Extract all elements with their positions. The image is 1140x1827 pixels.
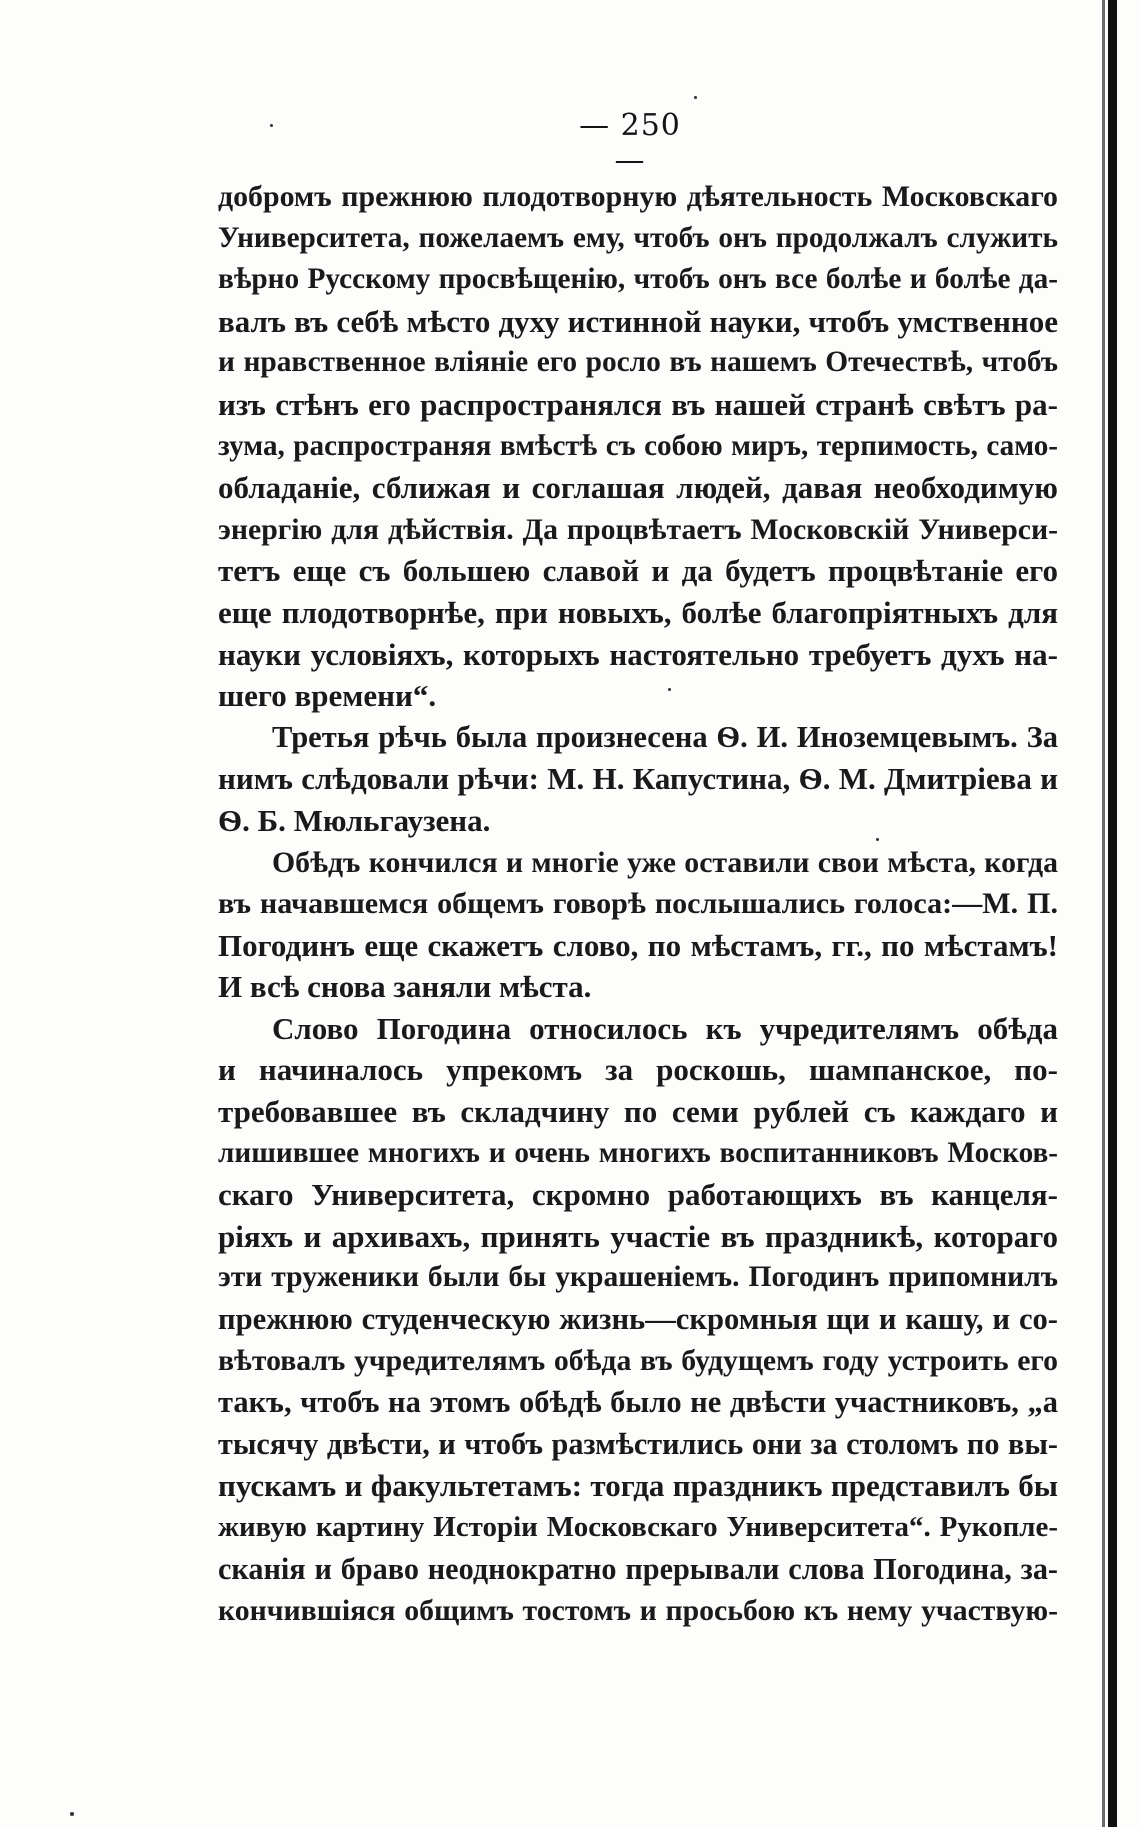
text-line: Третья рѣчь была произнесена Ѳ. И. Иноземцевымъ. За (272, 719, 1058, 754)
text-line: Погодинъ еще скажетъ слово, по мѣстамъ, гг., по мѣстамъ! (218, 927, 1058, 963)
text-line: Ѳ. Б. Мюльгаузена. (218, 802, 491, 838)
text-line: Слово Погодина относилось къ учредителямъ обѣда (272, 1010, 1058, 1046)
page-edge-shadow (1102, 0, 1105, 1827)
text-line: еще плодотворнѣе, при новыхъ, болѣе благопріятныхъ для (218, 594, 1058, 630)
text-line: обладаніе, сближая и соглашая людей, давая необходимую (218, 470, 1058, 506)
page-edge-border (1108, 0, 1117, 1827)
text-line: требовавшее въ складчину по семи рублей съ каждаго и (218, 1094, 1058, 1130)
text-line: вѣрно Русскому просвѣщенію, чтобъ онъ все болѣе и болѣе да- (218, 263, 1058, 296)
text-line: валъ въ себѣ мѣсто духу истинной науки, чтобъ умственное (218, 303, 1058, 339)
text-line: зума, распространяя вмѣстѣ съ собою миръ, терпимость, само- (218, 429, 1058, 462)
scan-speck (694, 96, 697, 99)
text-line: нимъ слѣдовали рѣчи: М. Н. Капустина, Ѳ. М. Дмитріева и (218, 761, 1058, 797)
text-line: лишившее многихъ и очень многихъ воспитанниковъ Москов- (218, 1136, 1058, 1169)
scan-speck (70, 1812, 74, 1816)
text-line: пускамъ и факультетамъ: тогда праздникъ представилъ бы (218, 1468, 1058, 1504)
scan-speck (270, 124, 273, 127)
text-line: добромъ прежнюю плодотворную дѣятельность Московскаго (218, 180, 1058, 213)
text-line: тысячу двѣсти, и чтобъ размѣстились они за столомъ по вы- (218, 1426, 1058, 1461)
text-line: Обѣдъ кончился и многіе уже оставили свои мѣста, когда (272, 845, 1058, 879)
text-line: изъ стѣнъ его распространялся въ нашей странѣ свѣтъ ра- (218, 386, 1058, 422)
text-line: тетъ еще съ большею славой и да будетъ процвѣтаніе его (218, 553, 1058, 589)
text-line: ріяхъ и архивахъ, принять участіе въ праздникѣ, котораго (218, 1218, 1058, 1254)
text-line: энергію для дѣйствія. Да процвѣтаетъ Московскій Универси- (218, 512, 1058, 546)
text-line: шего времени“. (218, 678, 437, 714)
text-line: вѣтовалъ учредителямъ обѣда въ будущемъ году устроить его (218, 1344, 1058, 1377)
text-line: кончившіяся общимъ тостомъ и просьбою къ нему участвую- (218, 1594, 1058, 1628)
scan-speck (876, 838, 879, 841)
text-line: и нравственное вліяніе его росло въ нашемъ Отечествѣ, чтобъ (218, 346, 1058, 379)
page-number: — 250 — (579, 108, 681, 178)
scan-speck (668, 688, 671, 691)
text-line: И всѣ снова заняли мѣста. (218, 969, 592, 1005)
text-line: эти труженики были бы украшеніемъ. Погодинъ припомнилъ (218, 1261, 1058, 1294)
text-line: прежнюю студенческую жизнь—скромныя щи и кашу, и со- (218, 1302, 1058, 1337)
text-line: Университета, пожелаемъ ему, чтобъ онъ продолжалъ служить (218, 221, 1058, 254)
text-line: въ начавшемся общемъ говорѣ послышались голоса:—М. П. (218, 886, 1058, 921)
text-line: такъ, чтобъ на этомъ обѣдѣ было не двѣсти участниковъ, „а (218, 1385, 1058, 1420)
text-line: сканія и браво неоднократно прерывали слова Погодина, за- (218, 1551, 1058, 1586)
text-line: живую картину Исторіи Московскаго Университета“. Рукопле- (218, 1511, 1058, 1543)
text-line: и начиналось упрекомъ за роскошь, шампанское, по- (218, 1052, 1058, 1088)
text-line: науки условіяхъ, которыхъ настоятельно требуетъ духъ на- (218, 636, 1058, 672)
text-line: скаго Университета, скромно работающихъ въ канцеля- (218, 1177, 1058, 1213)
body-text (218, 176, 1058, 1632)
